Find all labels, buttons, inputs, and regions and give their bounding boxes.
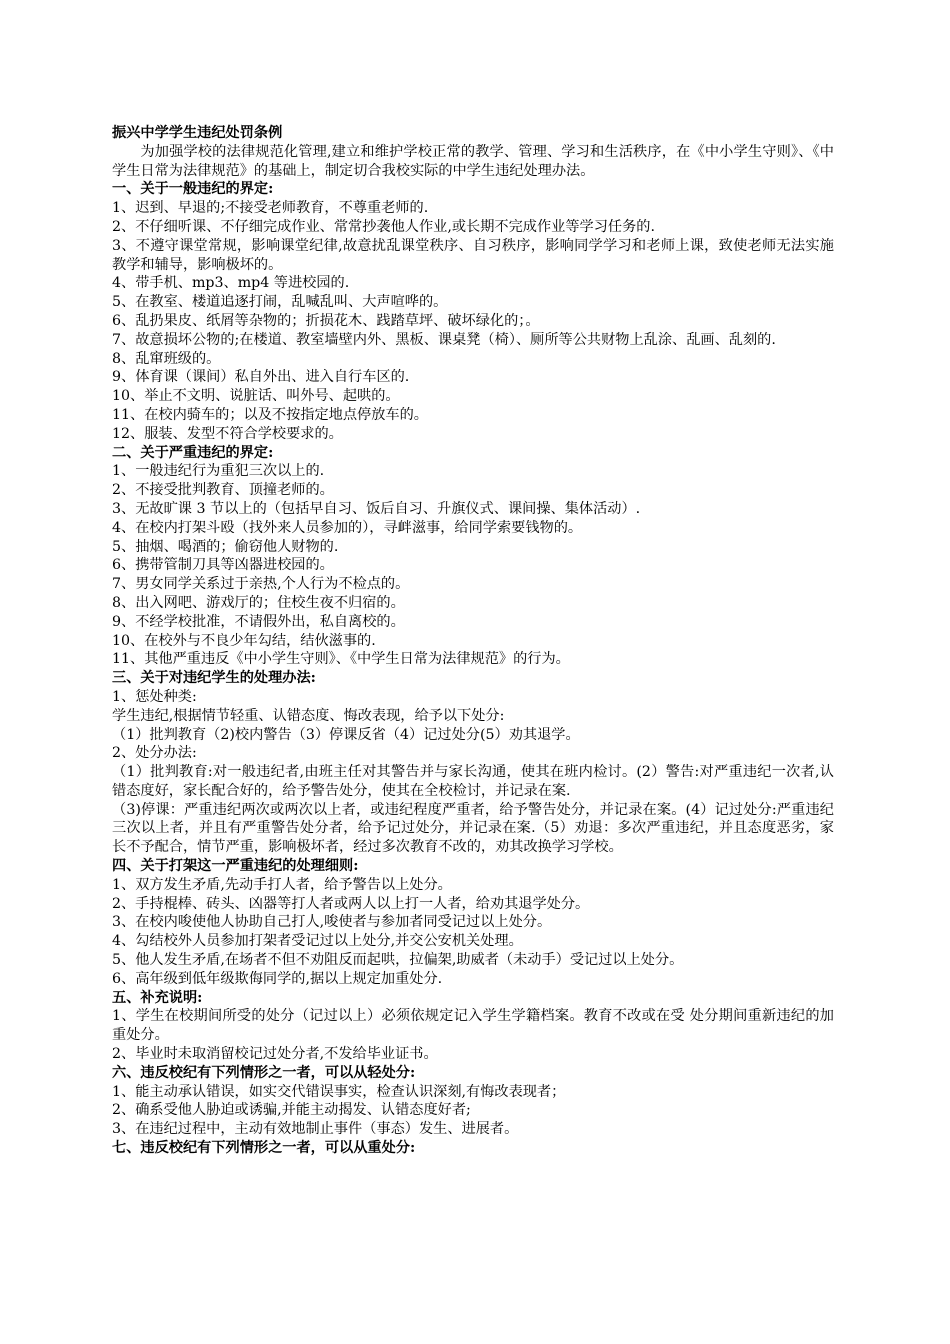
section-heading-7: 七、违反校纪有下列情形之一者，可以从重处分: <box>112 1140 416 1157</box>
list-item: 3、不遵守课堂常规，影响课堂纪律,故意扰乱课堂秩序、自习秩序，影响同学学习和老师上课，致使老师无法实施教学和辅导，影响极坏的。 <box>112 237 834 273</box>
section-heading-1: 一、关于一般违纪的界定: <box>112 181 274 198</box>
list-item: 3、无故旷课 3 节以上的（包括早自习、饭后自习、升旗仪式、课间操、集体活动）. <box>112 500 641 517</box>
list-item: 7、男女同学关系过于亲热,个人行为不检点的。 <box>112 576 410 593</box>
list-item: 9、体育课（课间）私自外出、进入自行车区的. <box>112 369 410 386</box>
list-item: 6、高年级到低年级欺侮同学的,据以上规定加重处分. <box>112 970 443 987</box>
list-item: 1、迟到、早退的;不接受老师教育，不尊重老师的. <box>112 200 429 217</box>
list-item: 4、带手机、mp3、mp4 等进校园的. <box>112 275 350 292</box>
list-item: 2、不接受批判教育、顶撞老师的。 <box>112 482 334 499</box>
list-item: 12、服装、发型不符合学校要求的。 <box>112 425 343 442</box>
intro-paragraph: 为加强学校的法律规范化管理,建立和维护学校正常的教学、管理、学习和生活秩序，在《中小学生守则》、《中学生日常为法律规范》的基础上，制定切合我校实际的中学生违纪处理办法。 <box>112 143 834 179</box>
section-heading-3: 三、关于对违纪学生的处理办法: <box>112 670 316 687</box>
list-item: 5、他人发生矛盾,在场者不但不劝阻反而起哄，拉偏架,助威者（未动手）受记过以上处分。 <box>112 952 684 969</box>
list-item: 8、乱窜班级的。 <box>112 350 221 367</box>
paragraph: （3)停课：严重违纪两次或两次以上者，或违纪程度严重者，给予警告处分，并记录在案。(4）记过处分:严重违纪三次以上者，并且有严重警告处分者，给予记过处分，并记录在案.（5）劝退：多次严重违纪，并且态度恶劣，家长不予配合，情节严重，影响极坏者，经过多次教育不改的，劝其改换学习学校。 <box>112 801 834 856</box>
paragraph: （1）批判教育（2)校内警告（3）停课反省（4）记过处分(5）劝其退学。 <box>112 726 580 743</box>
list-item: 3、在校内唆使他人协助自己打人,唆使者与参加者同受记过以上处分。 <box>112 914 552 931</box>
list-item: 6、乱扔果皮、纸屑等杂物的；折损花木、践踏草坪、破坏绿化的；。 <box>112 312 540 329</box>
list-item: 1、双方发生矛盾,先动手打人者，给予警告以上处分。 <box>112 876 452 893</box>
list-item: 2、手持棍棒、砖头、凶器等打人者或两人以上打一人者，给劝其退学处分。 <box>112 895 590 912</box>
list-item: 6、携带管制刀具等凶器进校园的。 <box>112 557 334 574</box>
paragraph: 学生违纪,根据情节轻重、认错态度、悔改表现，给予以下处分: <box>112 707 505 724</box>
section-heading-2: 二、关于严重违纪的界定: <box>112 444 274 461</box>
list-item: 10、举止不文明、说脏话、叫外号、起哄的。 <box>112 388 400 405</box>
list-item: 7、故意损坏公物的;在楼道、教室墙壁内外、黑板、课桌凳（椅）、厕所等公共财物上乱涂、乱画、乱刻的. <box>112 331 776 348</box>
paragraph: （1）批判教育:对一般违纪者,由班主任对其警告并与家长沟通，使其在班内检讨。(2）警告:对严重违纪一次者,认错态度好，家长配合好的，给予警告处分，使其在全校检讨，并记录在案. <box>112 764 834 799</box>
list-item: 1、学生在校期间所受的处分（记过以上）必须依规定记入学生学籍档案。教育不改或在受 处分期间重新违纪的加重处分。 <box>112 1008 834 1044</box>
list-item: 11、其他严重违反《中小学生守则》、《中学生日常为法律规范》的行为。 <box>112 651 570 668</box>
list-item: 5、在教室、楼道追逐打闹，乱喊乱叫、大声喧哗的。 <box>112 294 448 311</box>
list-item: 9、不经学校批准，不请假外出，私自离校的。 <box>112 613 405 630</box>
document-title: 振兴中学学生违纪处罚条例 <box>112 125 283 141</box>
list-item: 5、抽烟、喝酒的；偷窃他人财物的. <box>112 538 339 555</box>
list-item: 4、在校内打架斗殴（找外来人员参加的），寻衅滋事，给同学索要钱物的。 <box>112 519 583 536</box>
list-item: 2、确系受他人胁迫或诱骗,并能主动揭发、认错态度好者; <box>112 1102 471 1119</box>
list-item: 8、出入网吧、游戏厅的；住校生夜不归宿的。 <box>112 594 405 611</box>
section-heading-6: 六、违反校纪有下列情形之一者，可以从轻处分: <box>112 1064 416 1081</box>
list-item: 2、不仔细听课、不仔细完成作业、常常抄袭他人作业,或长期不完成作业等学习任务的. <box>112 218 655 235</box>
list-item: 2、毕业时未取消留校记过处分者,不发给毕业证书。 <box>112 1046 438 1063</box>
paragraph: 1、惩处种类: <box>112 688 197 705</box>
list-item: 1、一般违纪行为重犯三次以上的. <box>112 463 325 480</box>
list-item: 1、能主动承认错误，如实交代错误事实，检查认识深刻,有悔改表现者； <box>112 1083 566 1100</box>
list-item: 3、在违纪过程中，主动有效地制止事件（事态）发生、进展者。 <box>112 1121 519 1138</box>
section-heading-5: 五、补充说明: <box>112 989 203 1006</box>
list-item: 10、在校外与不良少年勾结，结伙滋事的. <box>112 632 376 649</box>
list-item: 4、勾结校外人员参加打架者受记过以上处分,并交公安机关处理。 <box>112 933 523 950</box>
section-heading-4: 四、关于打架这一严重违纪的处理细则: <box>112 858 359 875</box>
list-item: 11、在校内骑车的；以及不按指定地点停放车的。 <box>112 406 428 423</box>
paragraph: 2、处分办法: <box>112 745 197 762</box>
document-body <box>112 124 834 1158</box>
